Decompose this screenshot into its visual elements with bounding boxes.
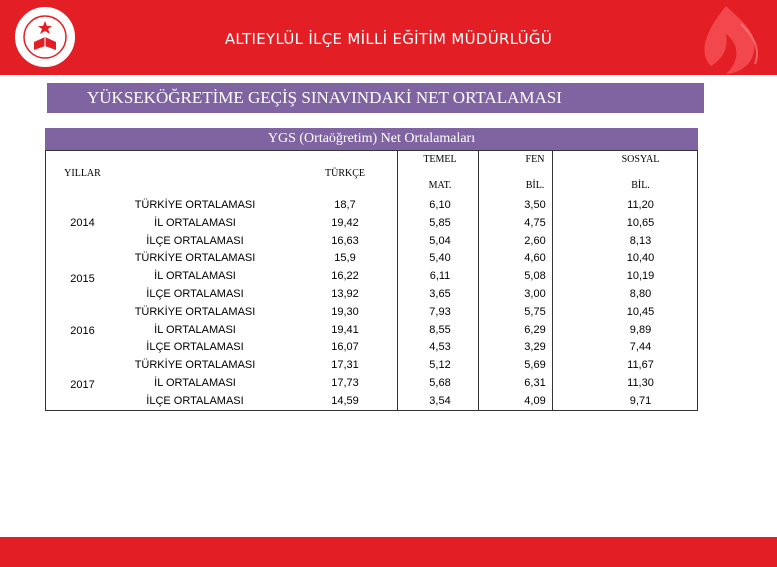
cell-turkce: 19,30 [331, 306, 359, 318]
page-header [0, 0, 777, 75]
cell-temel-mat: 4,53 [429, 341, 451, 353]
cell-fen-bil: 2,60 [524, 235, 546, 247]
cell-sosyal-bil: 7,44 [629, 341, 652, 353]
cell-fen-bil: 5,69 [524, 359, 546, 371]
row-label: İL ORTALAMASI [154, 270, 236, 282]
cell-sosyal-bil: 8,80 [629, 288, 652, 300]
row-label: TÜRKİYE ORTALAMASI [134, 306, 256, 318]
row-label: TÜRKİYE ORTALAMASI [134, 252, 256, 264]
main-banner [47, 83, 704, 113]
cell-turkce: 14,59 [331, 395, 359, 407]
col-header-mat: MAT. [428, 180, 452, 191]
cell-turkce: 17,73 [331, 377, 359, 389]
col-header-turkce: TÜRKÇE [325, 168, 365, 179]
cell-fen-bil: 6,31 [524, 377, 546, 389]
cell-turkce: 19,41 [331, 324, 359, 336]
table-divider [397, 150, 398, 411]
col-header-fen-bil: BİL. [525, 180, 545, 191]
cell-temel-mat: 5,12 [429, 359, 451, 371]
col-header-fen: FEN [525, 154, 545, 165]
cell-fen-bil: 4,09 [524, 395, 546, 407]
cell-sosyal-bil: 10,40 [626, 252, 655, 264]
cell-temel-mat: 5,85 [429, 217, 451, 229]
cell-sosyal-bil: 9,71 [629, 395, 652, 407]
row-label: İL ORTALAMASI [154, 377, 236, 389]
table-caption [45, 128, 698, 150]
cell-fen-bil: 5,75 [524, 306, 546, 318]
cell-temel-mat: 3,65 [429, 288, 451, 300]
page-title: ALTIEYLÜL İLÇE MİLLİ EĞİTİM MÜDÜRLÜĞÜ [224, 30, 553, 48]
col-header-temel: TEMEL [423, 154, 457, 165]
cell-turkce: 19,42 [331, 217, 359, 229]
row-label: İL ORTALAMASI [154, 217, 236, 229]
cell-turkce: 18,7 [334, 199, 356, 211]
page-footer [0, 537, 777, 567]
cell-fen-bil: 3,29 [524, 341, 546, 353]
year-label: 2017 [70, 379, 95, 391]
cell-temel-mat: 5,40 [429, 252, 451, 264]
year-label: 2014 [70, 217, 95, 229]
row-label: TÜRKİYE ORTALAMASI [134, 199, 256, 211]
cell-sosyal-bil: 10,19 [626, 270, 655, 282]
cell-temel-mat: 7,93 [429, 306, 451, 318]
cell-turkce: 16,63 [331, 235, 359, 247]
cell-sosyal-bil: 8,13 [629, 235, 652, 247]
cell-turkce: 16,22 [331, 270, 359, 282]
cell-temel-mat: 5,68 [429, 377, 451, 389]
cell-turkce: 16,07 [331, 341, 359, 353]
table-divider [478, 150, 479, 411]
col-header-sosyal-bil: BİL. [631, 180, 650, 191]
cell-temel-mat: 5,04 [429, 235, 451, 247]
cell-fen-bil: 4,60 [524, 252, 546, 264]
cell-turkce: 17,31 [331, 359, 359, 371]
cell-sosyal-bil: 11,30 [627, 377, 654, 389]
year-label: 2015 [70, 273, 95, 285]
flame-decoration-icon [681, 4, 771, 74]
cell-turkce: 15,9 [334, 252, 356, 264]
row-label: İLÇE ORTALAMASI [146, 395, 244, 407]
cell-fen-bil: 3,00 [524, 288, 546, 300]
cell-fen-bil: 4,75 [524, 217, 546, 229]
banner-title: YÜKSEKÖĞRETİME GEÇİŞ SINAVINDAKİ NET ORTALAMASI [87, 88, 562, 107]
row-label: İL ORTALAMASI [154, 324, 236, 336]
cell-fen-bil: 6,29 [524, 324, 546, 336]
col-header-yillar: YILLAR [64, 168, 101, 179]
row-label: İLÇE ORTALAMASI [146, 235, 244, 247]
row-label: İLÇE ORTALAMASI [146, 288, 244, 300]
cell-temel-mat: 6,10 [429, 199, 451, 211]
cell-sosyal-bil: 9,89 [629, 324, 652, 336]
row-label: TÜRKİYE ORTALAMASI [134, 359, 256, 371]
table-caption-title: YGS (Ortaöğretim) Net Ortalamaları [267, 131, 476, 146]
cell-sosyal-bil: 11,67 [627, 359, 654, 371]
cell-sosyal-bil: 10,45 [626, 306, 655, 318]
row-label: İLÇE ORTALAMASI [146, 341, 244, 353]
cell-sosyal-bil: 10,65 [626, 217, 655, 229]
cell-turkce: 13,92 [331, 288, 359, 300]
year-label: 2016 [70, 325, 95, 337]
cell-sosyal-bil: 11,20 [627, 199, 654, 211]
cell-fen-bil: 5,08 [524, 270, 546, 282]
cell-fen-bil: 3,50 [524, 199, 546, 211]
cell-temel-mat: 8,55 [429, 324, 451, 336]
cell-temel-mat: 6,11 [429, 270, 451, 282]
cell-temel-mat: 3,54 [429, 395, 451, 407]
col-header-sosyal: SOSYAL [621, 154, 660, 165]
